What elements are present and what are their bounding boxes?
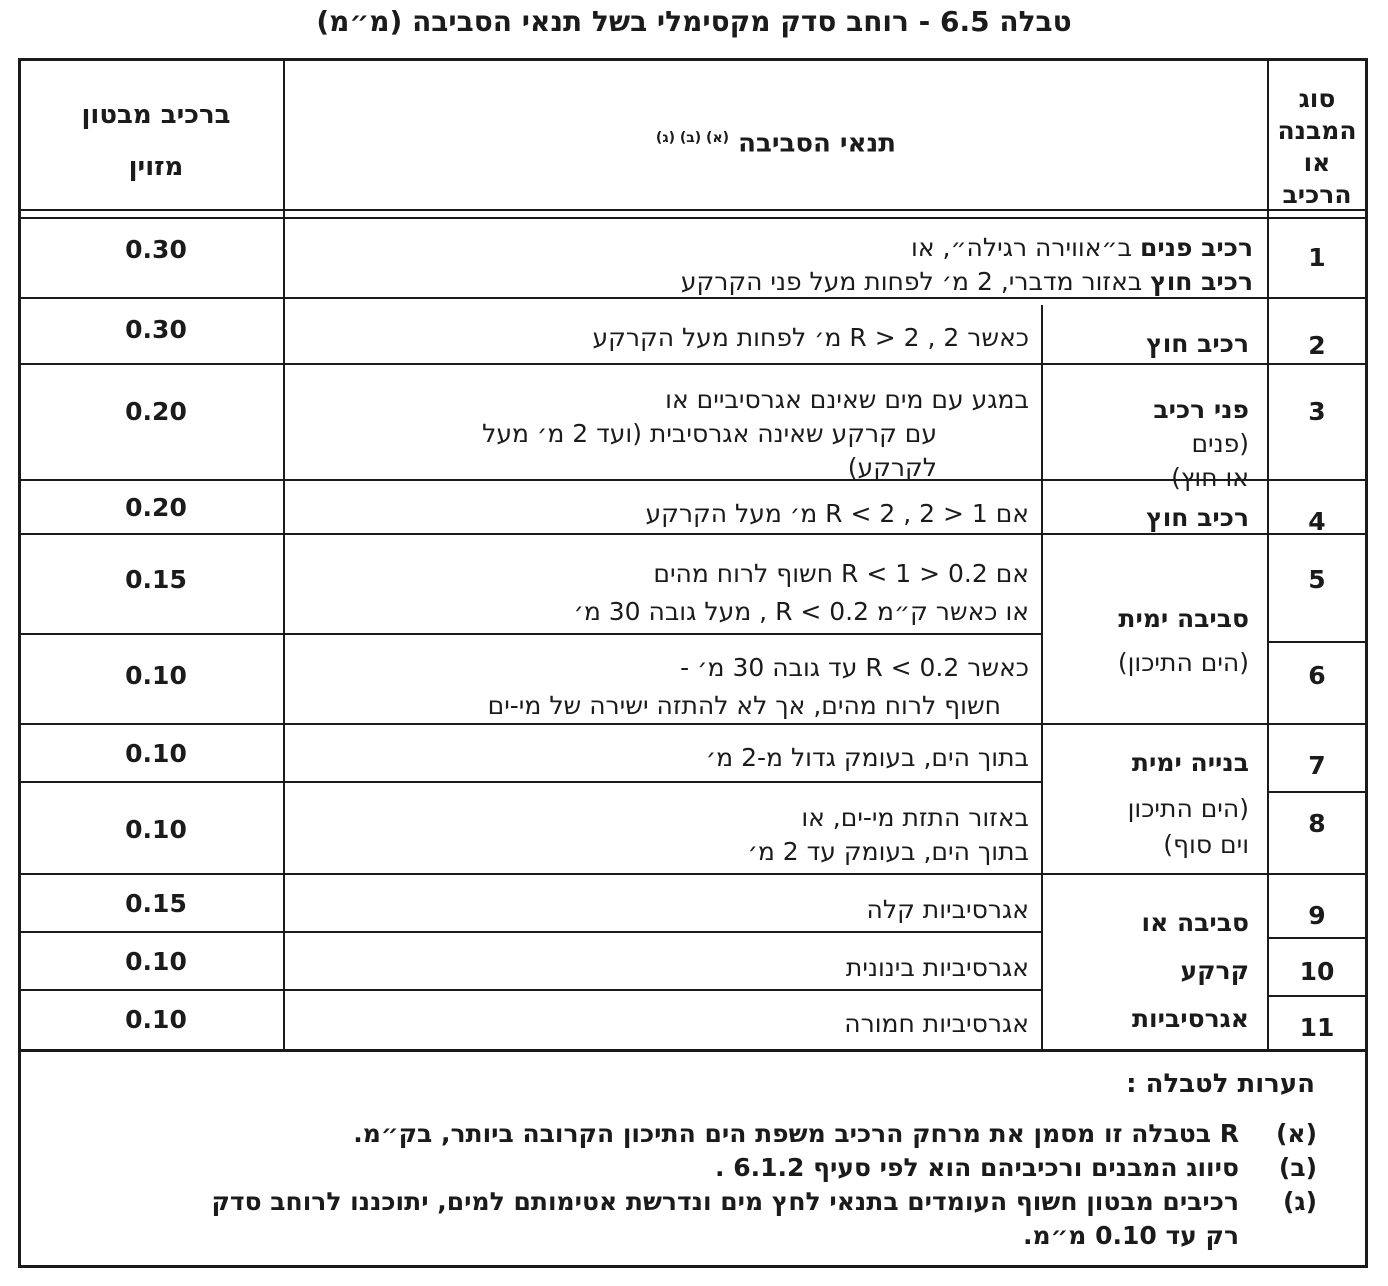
row-11-value: 0.10 — [125, 1005, 187, 1034]
row-8-number: 8 — [1308, 809, 1326, 838]
row-1-text-2: באזור מדברי, 2 מ׳ לפחות מעל פני הקרקע — [680, 267, 1151, 296]
row-rule-num — [1267, 641, 1365, 643]
row-4-number: 4 — [1308, 507, 1326, 536]
note-a-text: R בטבלה זו מסמן את מרחק הרכיב משפת הים התיכון הקרובה ביותר, בק״מ. — [353, 1119, 1239, 1148]
row-3-value: 0.20 — [125, 397, 187, 426]
header-conditions-sup: (א) (ב) (ג) — [655, 130, 730, 146]
row-6-conditions — [291, 649, 1029, 725]
row-3-group — [1049, 393, 1249, 495]
row-10-value: 0.10 — [125, 947, 187, 976]
row-5-value: 0.15 — [125, 565, 187, 594]
group-aggressive-line-3: אגרסיביות — [1131, 1004, 1249, 1033]
group-aggressive-line-2: קרקע — [1180, 956, 1249, 985]
header-type: סוג המבנה או הרכיב — [1277, 84, 1357, 209]
row-1-label-inner: רכיב פנים — [1139, 233, 1253, 262]
note-c-line-2: רק עד 0.10 מ״מ. — [1022, 1221, 1239, 1250]
row-9-number: 9 — [1308, 901, 1326, 930]
row-11-number: 11 — [1299, 1013, 1335, 1042]
row-11-conditions: אגרסיביות חמורה — [844, 1009, 1029, 1038]
row-8-value: 0.10 — [125, 815, 187, 844]
row-3-line-1: במגע עם מים שאינם אגרסיביים או — [665, 385, 1029, 414]
row-rule — [21, 873, 1365, 875]
table-frame — [18, 58, 1368, 1268]
row-1-conditions — [291, 231, 1253, 299]
row-5-number: 5 — [1308, 565, 1326, 594]
row-rule-num — [1267, 791, 1365, 793]
row-1-number: 1 — [1308, 243, 1326, 272]
header-value: ברכיב מבטון מזוין — [81, 100, 231, 182]
row-5-conditions — [291, 555, 1029, 631]
row-6-line-1: כאשר R < 0.2 עד גובה 30 מ׳ - — [680, 653, 1029, 682]
row-4-conditions: אם 1 < R < 2 , 2 מ׳ מעל הקרקע — [645, 499, 1029, 528]
note-b-text: סיווג המבנים ורכיביהם הוא לפי סעיף 6.1.2 . — [714, 1153, 1239, 1182]
row-3-line-2: עם קרקע שאינה אגרסיבית (ועד 2 מ׳ מעל — [482, 419, 937, 448]
row-rule-num — [1267, 995, 1365, 997]
page-title: טבלה 6.5 - רוחב סדק מקסימלי בשל תנאי הסביבה (מ״מ) — [316, 5, 1072, 38]
group-sea-environment — [1049, 597, 1249, 685]
row-3-group-sub2: או חוץ) — [1171, 463, 1249, 492]
row-6-value: 0.10 — [125, 661, 187, 690]
header-rule-1 — [21, 209, 1365, 211]
row-1-text-1: ב״אווירה רגילה״, או — [911, 233, 1140, 262]
group-sea-construction-title: בנייה ימית — [1131, 748, 1249, 777]
row-1-label-outer: רכיב חוץ — [1150, 267, 1253, 296]
group-sea-environment-sub: (הים התיכון) — [1117, 648, 1249, 677]
row-1-value: 0.30 — [125, 235, 187, 264]
row-2-value: 0.30 — [125, 315, 187, 344]
row-6-number: 6 — [1308, 661, 1326, 690]
row-rule — [21, 363, 1365, 365]
header-conditions — [285, 121, 1267, 161]
note-c-mark: (ג) — [1282, 1187, 1317, 1216]
row-9-conditions: אגרסיביות קלה — [866, 895, 1029, 924]
row-7-number: 7 — [1308, 751, 1326, 780]
row-2-number: 2 — [1308, 331, 1326, 360]
row-4-value: 0.20 — [125, 493, 187, 522]
group-sea-environment-title: סביבה ימית — [1118, 604, 1249, 633]
row-rule-partial — [21, 633, 1041, 635]
note-c-line-1: רכיבים מבטון חשוף העומדים בתנאי לחץ מים ונדרשת אטימותם למים, יתוכננו לרוחב סדק — [211, 1187, 1239, 1216]
row-3-group-sub1: (פנים — [1191, 429, 1249, 458]
row-2-conditions: כאשר R > 2 , 2 מ׳ לפחות מעל הקרקע — [592, 323, 1029, 352]
row-7-value: 0.10 — [125, 739, 187, 768]
row-9-value: 0.15 — [125, 889, 187, 918]
row-rule-partial — [21, 781, 1041, 783]
row-3-line-3: לקרקע) — [847, 453, 937, 482]
row-rule-partial — [21, 931, 1041, 933]
row-10-conditions: אגרסיביות בינונית — [845, 953, 1029, 982]
row-7-conditions: בתוך הים, בעומק גדול מ-2 מ׳ — [705, 743, 1029, 772]
row-8-line-1: באזור התזת מי-ים, או — [801, 803, 1029, 832]
notes-title: הערות לטבלה : — [1126, 1069, 1315, 1099]
note-c-text — [61, 1185, 1239, 1253]
group-sea-construction-sub2: וים סוף) — [1163, 830, 1249, 859]
header-conditions-text: תנאי הסביבה — [738, 128, 897, 159]
group-aggressive — [1049, 899, 1249, 1043]
row-8-line-2: בתוך הים, בעומק עד 2 מ׳ — [747, 837, 1029, 866]
row-8-conditions — [291, 801, 1029, 869]
row-5-line-1: אם 0.2 < R < 1 חשוף לרוח מהים — [653, 559, 1029, 588]
row-2-group: רכיב חוץ — [1146, 329, 1249, 358]
row-10-number: 10 — [1299, 957, 1335, 986]
group-sea-construction — [1049, 745, 1249, 863]
group-sea-construction-sub1: (הים התיכון — [1127, 794, 1249, 823]
row-3-group-title: פני רכיב — [1153, 395, 1249, 424]
row-rule-partial — [21, 989, 1041, 991]
group-aggressive-line-1: סביבה או — [1141, 908, 1249, 937]
note-b-mark: (ב) — [1278, 1153, 1317, 1182]
header-rule-2 — [21, 217, 1365, 219]
col-divider-group — [1041, 305, 1043, 1051]
note-a-mark: (א) — [1275, 1119, 1317, 1148]
table-bottom-rule — [21, 1049, 1365, 1052]
row-6-line-2: חשוף לרוח מהים, אך לא להתזה ישירה של מי-ים — [487, 691, 1001, 720]
row-rule-num — [1267, 937, 1365, 939]
row-3-conditions — [291, 383, 1029, 485]
row-5-line-2: או כאשר ק״מ R < 0.2 , מעל גובה 30 מ׳ — [573, 597, 1029, 626]
row-4-group: רכיב חוץ — [1146, 503, 1249, 532]
row-3-number: 3 — [1308, 397, 1326, 426]
